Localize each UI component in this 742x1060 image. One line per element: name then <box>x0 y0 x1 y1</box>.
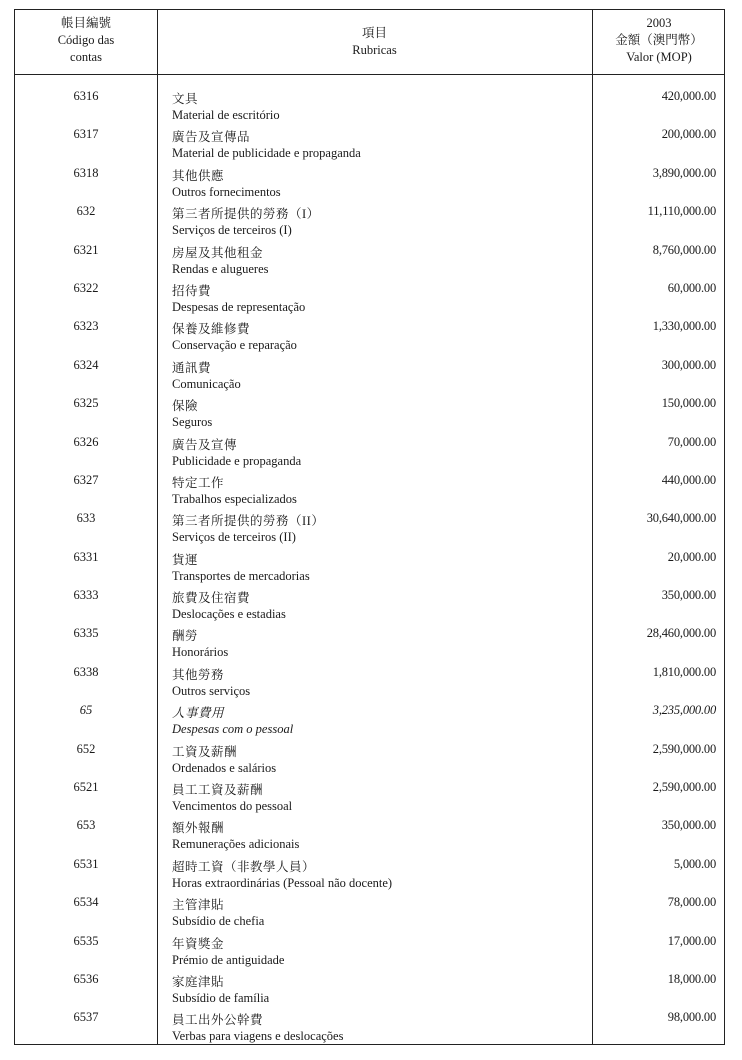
account-code: 6325 <box>73 396 99 411</box>
rubric-zh: 員工工資及薪酬 <box>172 783 264 798</box>
account-code: 6322 <box>73 280 99 295</box>
rubric-zh: 主管津貼 <box>172 898 225 913</box>
rubric-pt: Deslocações e estadias <box>172 607 286 622</box>
account-code: 6531 <box>73 856 99 871</box>
table-row <box>15 433 726 471</box>
rubric-zh: 招待費 <box>172 283 212 298</box>
table-row <box>15 893 726 931</box>
rubric-zh: 特定工作 <box>172 475 225 490</box>
amount: 350,000.00 <box>661 818 716 833</box>
rubric-zh: 貨運 <box>172 552 199 567</box>
table-row <box>15 317 726 355</box>
rubric-pt: Serviços de terceiros (II) <box>172 530 296 545</box>
rubric-pt: Rendas e alugueres <box>172 261 269 276</box>
account-code: 632 <box>76 204 96 219</box>
amount: 8,760,000.00 <box>652 242 716 257</box>
rubric-pt: Conservação e reparação <box>172 338 297 353</box>
amount: 350,000.00 <box>661 588 716 603</box>
table-row <box>15 394 726 432</box>
account-code: 6331 <box>73 549 99 564</box>
amount: 440,000.00 <box>661 472 716 487</box>
rubric-zh: 廣告及宣傳品 <box>172 130 251 145</box>
amount: 78,000.00 <box>667 895 716 910</box>
header-account-code <box>15 15 157 79</box>
amount: 3,235,000.00 <box>652 703 716 718</box>
rubric-pt: Verbas para viagens e deslocações <box>172 1029 344 1044</box>
table-row <box>15 663 726 701</box>
rubric-zh: 超時工資（非教學人員） <box>172 859 316 874</box>
rubric-zh: 員工出外公幹費 <box>172 1013 264 1028</box>
rubric-pt: Ordenados e salários <box>172 760 277 775</box>
rubric-zh: 保險 <box>172 399 199 414</box>
rubric-pt: Material de publicidade e propaganda <box>172 146 361 161</box>
rubric-pt: Despesas de representação <box>172 299 306 314</box>
budget-table <box>14 9 725 1045</box>
header-rubrics <box>157 25 592 89</box>
amount: 1,330,000.00 <box>652 319 716 334</box>
rubric-pt: Material de escritório <box>172 108 280 122</box>
account-code: 6316 <box>73 89 99 103</box>
rubric-zh: 保養及維修費 <box>172 322 251 337</box>
amount: 300,000.00 <box>661 357 716 372</box>
table-row <box>15 202 726 240</box>
rubric-pt: Remunerações adicionais <box>172 837 300 852</box>
amount: 11,110,000.00 <box>647 204 716 219</box>
table-row <box>15 586 726 624</box>
table-row <box>15 548 726 586</box>
rubric-pt: Transportes de mercadorias <box>172 568 310 583</box>
rubric-pt: Vencimentos do pessoal <box>172 799 293 814</box>
rubric-zh: 文具 <box>172 92 199 106</box>
rubric-zh: 酬勞 <box>172 629 199 644</box>
amount: 98,000.00 <box>667 1010 716 1025</box>
amount: 2,590,000.00 <box>652 741 716 756</box>
amount: 30,640,000.00 <box>646 511 716 526</box>
header-value-zh: 金額（澳門幣） <box>615 33 703 47</box>
amount: 150,000.00 <box>661 396 716 411</box>
table-row <box>15 279 726 317</box>
account-code: 6534 <box>73 895 99 910</box>
rubric-zh: 通訊費 <box>172 360 212 375</box>
header-rubric-zh: 項目 <box>361 26 387 40</box>
account-code: 6536 <box>73 971 99 986</box>
account-code: 6326 <box>73 434 99 449</box>
rubric-zh: 廣告及宣傳 <box>172 437 238 452</box>
table-row <box>15 241 726 279</box>
rubric-pt: Prémio de antiguidade <box>172 952 285 967</box>
table-row <box>15 509 726 547</box>
rubric-zh: 房屋及其他租金 <box>172 245 264 260</box>
header-code-pt-2: contas <box>70 50 102 64</box>
rubric-pt: Comunicação <box>172 376 241 391</box>
header-value <box>592 15 726 79</box>
amount: 20,000.00 <box>667 549 716 564</box>
rubric-zh: 人事費用 <box>172 706 225 721</box>
rubric-zh: 額外報酬 <box>172 821 225 836</box>
amount: 200,000.00 <box>661 127 716 142</box>
rubric-pt: Horas extraordinárias (Pessoal não docente) <box>172 875 393 890</box>
table-row <box>15 624 726 662</box>
account-code: 6537 <box>73 1010 99 1025</box>
rubric-pt: Publicidade e propaganda <box>172 453 302 468</box>
table-row <box>15 164 726 202</box>
amount: 5,000.00 <box>673 856 716 871</box>
header-code-pt-1: Código das <box>57 33 115 47</box>
rubric-pt: Outros fornecimentos <box>172 184 281 199</box>
amount: 420,000.00 <box>661 89 716 103</box>
header-value-pt: Valor (MOP) <box>626 50 692 64</box>
table-row <box>15 471 726 509</box>
rubric-pt: Seguros <box>172 415 213 430</box>
rubric-zh: 旅費及住宿費 <box>172 591 251 606</box>
account-code: 633 <box>76 511 96 526</box>
table-row <box>15 87 726 125</box>
table-row <box>15 855 726 893</box>
account-code: 652 <box>76 741 96 756</box>
table-row <box>15 932 726 970</box>
amount: 60,000.00 <box>667 280 716 295</box>
amount: 18,000.00 <box>667 971 716 986</box>
account-code: 6323 <box>73 319 99 334</box>
amount: 3,890,000.00 <box>652 165 716 180</box>
table-row <box>15 356 726 394</box>
rubric-pt: Subsídio de chefia <box>172 914 265 929</box>
account-code: 6521 <box>73 780 99 795</box>
account-code: 6335 <box>73 626 99 641</box>
rubric-zh: 第三者所提供的勞務（I） <box>172 207 320 222</box>
rubric-pt: Subsídio de família <box>172 990 270 1005</box>
table-row <box>15 816 726 854</box>
amount: 1,810,000.00 <box>652 664 716 679</box>
rubric-zh: 其他供應 <box>172 168 225 183</box>
table-row <box>15 778 726 816</box>
account-code: 6321 <box>73 242 99 257</box>
header-year: 2003 <box>646 16 672 30</box>
table-row <box>15 740 726 778</box>
account-code: 6324 <box>73 357 99 372</box>
account-code: 653 <box>76 818 96 833</box>
amount: 28,460,000.00 <box>646 626 716 641</box>
table-body <box>15 87 726 1047</box>
header-rubric-pt: Rubricas <box>352 43 397 57</box>
amount: 70,000.00 <box>667 434 716 449</box>
account-code: 6318 <box>73 165 99 180</box>
rubric-pt: Outros serviços <box>172 683 251 698</box>
table-row <box>15 125 726 163</box>
rubric-pt: Despesas com o pessoal <box>172 722 294 737</box>
header-code-zh: 帳目編號 <box>60 16 111 30</box>
rubric-zh: 第三者所提供的勞務（II） <box>172 514 325 529</box>
rubric-zh: 家庭津貼 <box>172 974 225 989</box>
rubric-zh: 工資及薪酬 <box>172 744 238 759</box>
account-code: 65 <box>79 703 93 718</box>
rubric-pt: Serviços de terceiros (I) <box>172 223 292 238</box>
account-code: 6535 <box>73 933 99 948</box>
table-row <box>15 970 726 1008</box>
account-code: 6338 <box>73 664 99 679</box>
amount: 2,590,000.00 <box>652 780 716 795</box>
account-code: 6317 <box>73 127 99 142</box>
rubric-zh: 年資獎金 <box>172 936 225 951</box>
amount: 17,000.00 <box>667 933 716 948</box>
rubric-pt: Honorários <box>172 645 229 660</box>
table-row <box>15 1008 726 1046</box>
table-row <box>15 701 726 739</box>
rubric-pt: Trabalhos especializados <box>172 491 297 506</box>
rubric-zh: 其他勞務 <box>172 667 225 682</box>
account-code: 6327 <box>73 472 99 487</box>
account-code: 6333 <box>73 588 99 603</box>
